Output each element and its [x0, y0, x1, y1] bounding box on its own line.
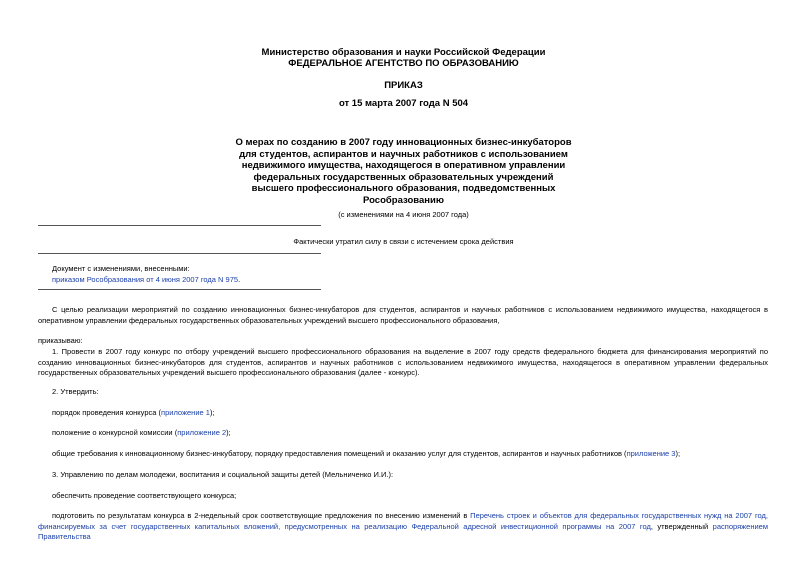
amendment-note: (с изменениями на 4 июня 2007 года) [338, 210, 469, 219]
item-2b [52, 428, 231, 438]
changes-label: Документ с изменениями, внесенными: [52, 264, 190, 273]
changes-link[interactable]: приказом Рособразования от 4 июня 2007 года N 975 [52, 275, 239, 284]
item-2c-text: общие требования к инновационному бизнес-инкубатору, порядку предоставления помещений и оказанию услуг для студентов, аспирантов и научных работников ( [52, 449, 627, 458]
preamble: С целью реализации мероприятий по созданию инновационных бизнес-инкубаторов для студентов, аспирантов и научных работников с использованием недвижимого имущества, находящегося в оперативном управлении федеральных государственных образовательных учреждений высшего профессионального образования, [38, 305, 768, 325]
invalid-note: Фактически утратил силу в связи с истечением срока действия [293, 237, 514, 246]
orders-word: приказываю: [38, 336, 83, 345]
item-2a-end: ); [209, 408, 215, 417]
agency-name: ФЕДЕРАЛЬНОЕ АГЕНТСТВО ПО ОБРАЗОВАНИЮ [288, 58, 519, 69]
title-line: Рособразованию [363, 194, 444, 206]
document-date-number: от 15 марта 2007 года N 504 [338, 98, 469, 109]
title-line: О мерах по созданию в 2007 году инновационных бизнес-инкубаторов [235, 137, 572, 148]
item-3b-text: подготовить по результатам конкурса в 2-недельный срок соответствующие предложения по внесению изменений в [52, 511, 471, 520]
divider [38, 225, 321, 226]
item-3a: обеспечить проведение соответствующего конкурса; [52, 491, 237, 500]
changes-link-suffix: . [238, 275, 241, 284]
item-2: 2. Утвердить: [52, 387, 99, 396]
changes-ref [52, 275, 240, 285]
item-3: 3. Управлению по делам молодежи, воспитания и социальной защиты детей (Мельниченко И.И.): [52, 470, 394, 479]
title-line: высшего профессионального образования, подведомственных [251, 183, 556, 194]
divider [38, 289, 321, 290]
investment-program-link[interactable]: Перечень строек и объектов для федеральных государственных нужд на 2007 год, финансируемых за счет государственных капитальных вложений, предусмотренных на реализацию Федеральной адресной инвестиционной программы на 2007 год [38, 511, 768, 531]
divider [38, 253, 321, 254]
title-line: недвижимого имущества, находящегося в оперативном управлении [241, 160, 566, 171]
appendix-1-link[interactable]: приложение 1 [161, 408, 210, 417]
appendix-3-link[interactable]: приложение 3 [626, 449, 676, 458]
item-3b-mid: , утвержденный [650, 521, 713, 531]
item-1: 1. Провести в 2007 году конкурс по отбору учреждений высшего профессионального образования на выделение в 2007 году средств федерального бюджета для финансирования мероприятий по созданию инновационных бизнес-инкубаторов для студентов, аспирантов и научных работников с использованием недвижимого имущества, находящегося в оперативном управлении федеральных государственных образовательных учреждений высшего профессионального образования (далее - конкурс). [38, 347, 768, 377]
item-2b-text: положение о конкурсной комиссии ( [52, 428, 178, 437]
title-line: федеральных государственных образовательных учреждений [253, 171, 554, 183]
title-line: для студентов, аспирантов и научных работников с использованием [239, 148, 568, 160]
document-title [200, 137, 607, 206]
item-2b-end: ); [226, 428, 231, 437]
item-2a-text: порядок проведения конкурса ( [52, 408, 162, 417]
item-2c-end: ); [675, 449, 681, 458]
item-2a [52, 408, 215, 418]
ministry-name: Министерство образования и науки Российской Федерации [261, 47, 546, 58]
item-3b [38, 511, 768, 543]
item-2c [52, 449, 680, 459]
document-type: ПРИКАЗ [384, 80, 423, 91]
government-order-link[interactable]: распоряжением Правительства [38, 521, 768, 541]
appendix-2-link[interactable]: приложение 2 [177, 428, 227, 437]
